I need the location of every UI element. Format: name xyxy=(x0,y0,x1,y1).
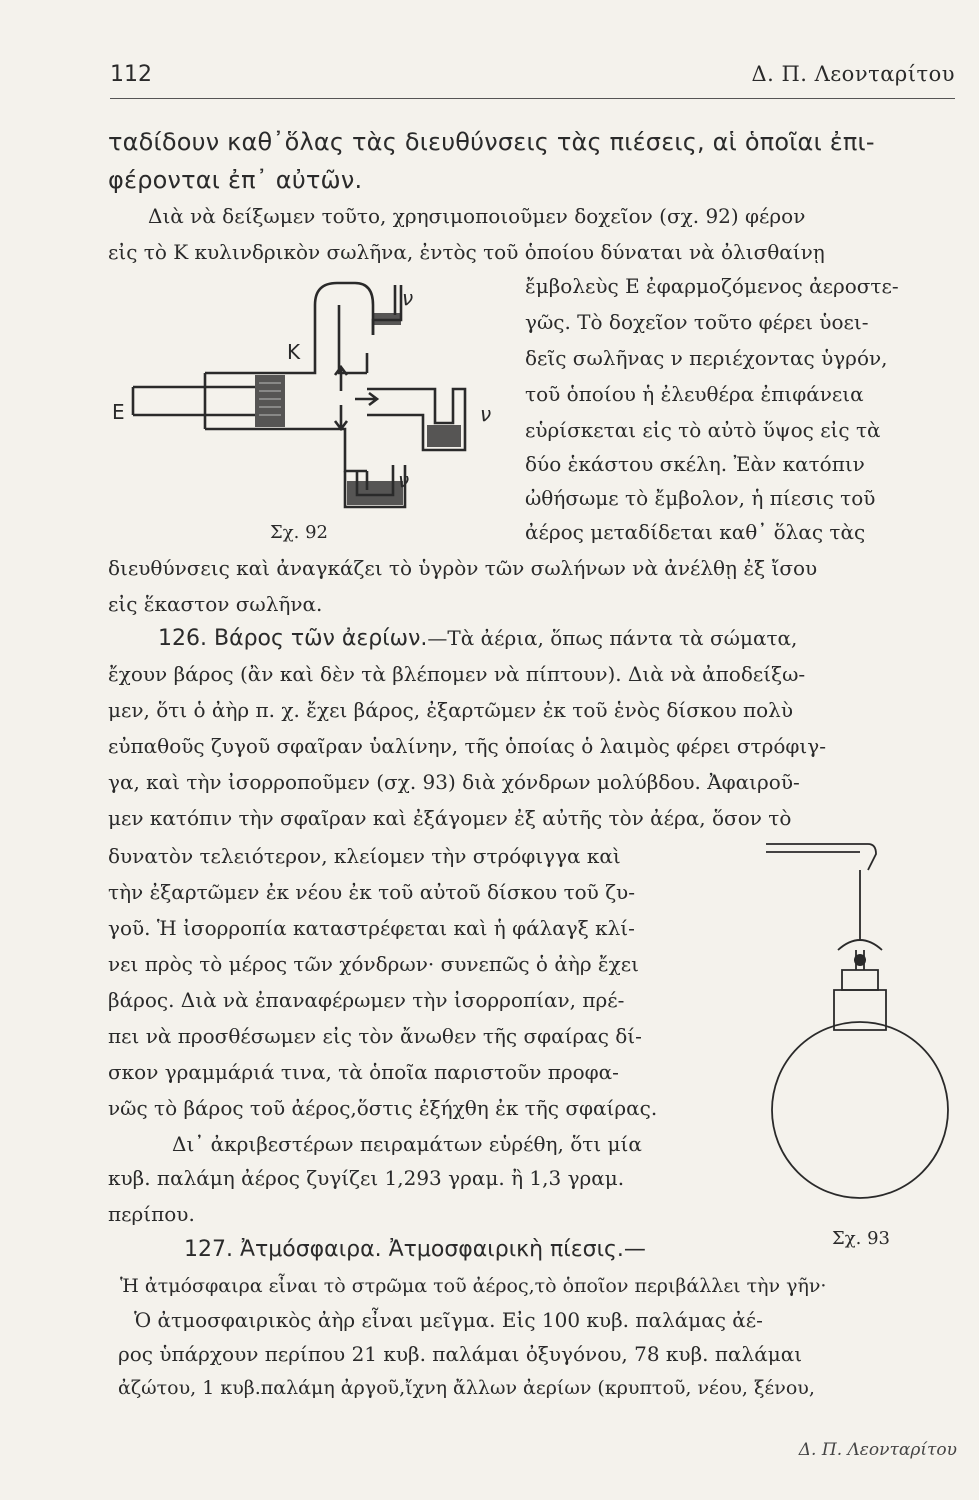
figure-92-label-v: ν xyxy=(402,286,414,310)
text-line: γα, καὶ τὴν ἰσορροποῦμεν (σχ. 93) διὰ χόνδρων μολύβδου. Ἀφαιροῦ- xyxy=(108,770,800,794)
text-line: ἔχουν βάρος (ἂν καὶ δὲν τὰ βλέπομεν νὰ πίπτουν). Διὰ νὰ ἀποδείξω- xyxy=(108,662,806,686)
text-line: Ἡ ἀτμόσφαιρα εἶναι τὸ στρῶμα τοῦ ἀέρος,τὸ ὁποῖον περιβάλλει τὴν γῆν· xyxy=(120,1275,827,1297)
text-line: πει νὰ προσθέσωμεν εἰς τὸν ἄνωθεν τῆς σφαίρας δί- xyxy=(108,1024,642,1048)
text-line: εἰς ἕκαστον σωλῆνα. xyxy=(108,592,323,616)
figure-93-diagram xyxy=(764,830,964,1230)
text-line: νῶς τὸ βάρος τοῦ ἀέρος,ὅστις ἐξήχθη ἐκ τῆς σφαίρας. xyxy=(108,1096,658,1120)
figure-92-caption: Σχ. 92 xyxy=(270,522,328,543)
figure-93-caption: Σχ. 93 xyxy=(832,1228,890,1249)
figure-92-diagram xyxy=(105,275,505,535)
text-line: ἀέρος μεταδίδεται καθ᾽ ὅλας τὰς xyxy=(525,520,866,544)
text-line: εὑρίσκεται εἰς τὸ αὐτὸ ὕψος εἰς τὰ xyxy=(525,418,881,442)
text-line: ἔμβολεὺς Ε ἐφαρμοζόμενος ἀεροστε- xyxy=(525,274,899,298)
text-line: περίπου. xyxy=(108,1202,195,1226)
section-126-line xyxy=(158,624,797,653)
text-line: γοῦ. Ἡ ἰσορροπία καταστρέφεται καὶ ἡ φάλαγξ κλί- xyxy=(108,916,635,940)
text-line: ὠθήσωμε τὸ ἔμβολον, ἡ πίεσις τοῦ xyxy=(525,486,876,510)
figure-92-label-v: ν xyxy=(398,468,410,492)
header-rule xyxy=(110,98,955,99)
text-line: μεν κατόπιν τὴν σφαῖραν καὶ ἐξάγομεν ἐξ αὐτῆς τὸν ἀέρα, ὅσον τὸ xyxy=(108,806,792,830)
page-header xyxy=(110,58,955,98)
text-line: δυνατὸν τελειότερον, κλείομεν τὴν στρόφιγγα καὶ xyxy=(108,844,621,868)
text-line: εἰς τὸ Κ κυλινδρικὸν σωλῆνα, ἐντὸς τοῦ ὁποίου δύναται νὰ ὀλισθαίνῃ xyxy=(108,240,825,264)
text-line: γῶς. Τὸ δοχεῖον τοῦτο φέρει ὑοει- xyxy=(525,310,869,334)
figure-92-label-e: Ε xyxy=(112,400,125,424)
text-line: τοῦ ὁποίου ἡ ἐλευθέρα ἐπιφάνεια xyxy=(525,382,864,406)
text-line: τὴν ἐξαρτῶμεν ἐκ νέου ἐκ τοῦ αὐτοῦ δίσκου τοῦ ζυ- xyxy=(108,880,635,904)
text-line: διευθύνσεις καὶ ἀναγκάζει τὸ ὑγρὸν τῶν σωλήνων νὰ ἀνέλθῃ ἐξ ἴσου xyxy=(108,556,818,580)
running-head: Δ. Π. Λεονταρίτου xyxy=(751,62,955,86)
text-line: ταδίδουν καθ᾽ὅλας τὰς διευθύνσεις τὰς πιέσεις, αἱ ὁποῖαι ἐπι- xyxy=(108,128,875,156)
text-line: φέρονται ἐπ᾽ αὐτῶν. xyxy=(108,166,363,194)
section-126-heading: 126. Βάρος τῶν ἀερίων. xyxy=(158,626,428,651)
text-line: σκον γραμμάριά τινα, τὰ ὁποῖα παριστοῦν προφα- xyxy=(108,1060,619,1084)
section-126-text: —Τὰ ἀέρια, ὅπως πάντα τὰ σώματα, xyxy=(427,626,798,650)
text-line: βάρος. Διὰ νὰ ἐπαναφέρωμεν τὴν ἰσορροπίαν, πρέ- xyxy=(108,988,625,1012)
text-line: Διὰ νὰ δείξωμεν τοῦτο, χρησιμοποιοῦμεν δοχεῖον (σχ. 92) φέρον xyxy=(148,204,806,228)
text-line: μεν, ὅτι ὁ ἀὴρ π. χ. ἔχει βάρος, ἐξαρτῶμεν ἐκ τοῦ ἑνὸς δίσκου πολὺ xyxy=(108,698,793,722)
text-line: εὐπαθοῦς ζυγοῦ σφαῖραν ὑαλίνην, τῆς ὁποίας ὁ λαιμὸς φέρει στρόφιγ- xyxy=(108,734,826,758)
text-line: δύο ἑκάστου σκέλη. Ἐὰν κατόπιν xyxy=(525,452,865,476)
text-line: ἀζώτου, 1 κυβ.παλάμη ἀργοῦ,ἴχνη ἄλλων ἀερίων (κρυπτοῦ, νέου, ξένου, xyxy=(118,1377,815,1399)
section-127-heading: 127. Ἀτμόσφαιρα. Ἀτμοσφαιρικὴ πίεσις.— xyxy=(184,1237,646,1262)
text-line: Δι᾽ ἀκριβεστέρων πειραμάτων εὑρέθη, ὅτι μία xyxy=(172,1132,642,1156)
figure-92-label-v: ν xyxy=(480,402,492,426)
figure-92-label-k: Κ xyxy=(287,340,301,364)
text-line: ρος ὑπάρχουν περίπου 21 κυβ. παλάμαι ὀξυγόνου, 78 κυβ. παλάμαι xyxy=(118,1342,803,1366)
text-line: κυβ. παλάμη ἀέρος ζυγίζει 1,293 γραμ. ἢ 1,3 γραμ. xyxy=(108,1166,625,1190)
text-line: νει πρὸς τὸ μέρος τῶν χόνδρων· συνεπῶς ὁ ἀὴρ ἔχει xyxy=(108,952,639,976)
footer-stamp: Δ. Π. Λεονταρίτου xyxy=(798,1440,957,1460)
page-number: 112 xyxy=(110,62,152,87)
text-line: δεῖς σωλῆνας ν περιέχοντας ὑγρόν, xyxy=(525,346,888,370)
text-line: Ὁ ἀτμοσφαιρικὸς ἀὴρ εἶναι μεῖγμα. Εἰς 100 κυβ. παλάμας ἀέ- xyxy=(134,1308,763,1332)
